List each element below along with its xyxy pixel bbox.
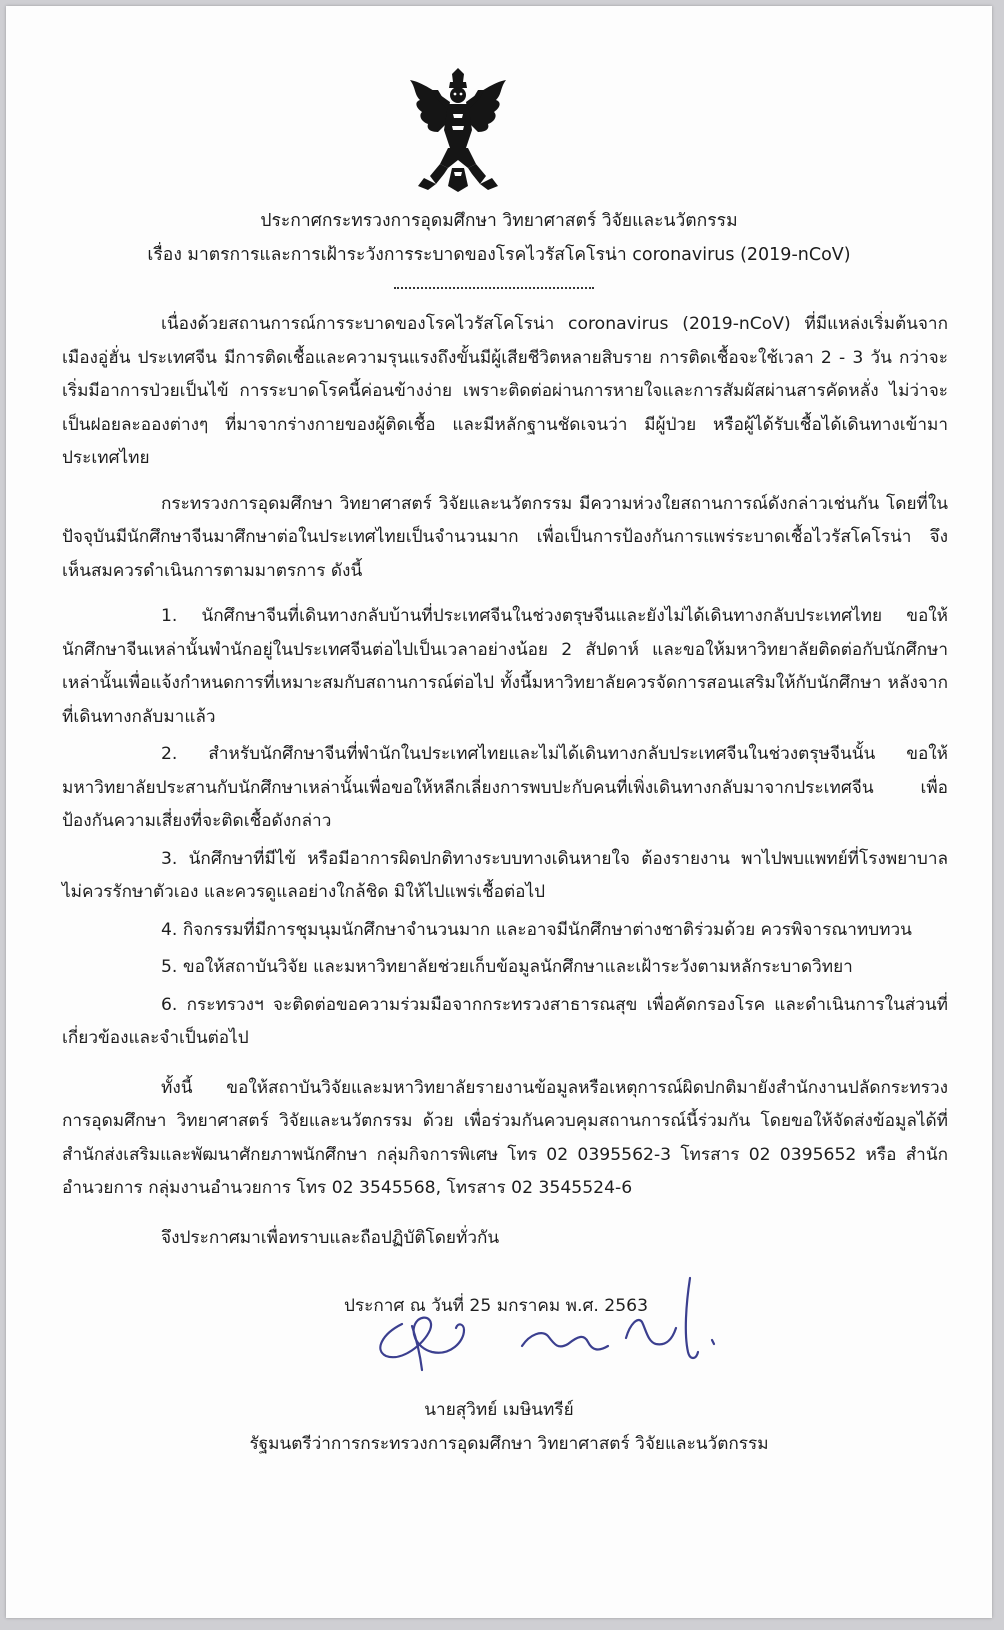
measure-item-4: 4. กิจกรรมที่มีการชุมนุมนักศึกษาจำนวนมาก และอาจมีนักศึกษาต่างชาติร่วมด้วย ควรพิจารณาทบทวน xyxy=(161,919,912,940)
signer-title: รัฐมนตรีว่าการกระทรวงการอุดมศึกษา วิทยาศาสตร์ วิจัยและนวัตกรรม xyxy=(249,1434,769,1454)
measure-item-1: 1. นักศึกษาจีนที่เดินทางกลับบ้านที่ประเทศจีนในช่วงตรุษจีนและยังไม่ได้เดินทางกลับประเทศไทย ขอให้นักศึกษาจีนเหล่านั้นพำนักอยู่ในประเทศจีนต่อไปเป็นเวลาอย่างน้อย 2 สัปดาห์ และขอให้มหาวิทยาลัยติดต่อกับนักศึกษาเหล่านั้นเพื่อแจ้งกำหนดการที่เหมาะสมกับสถานการณ์ต่อไป ทั้งนี้มหาวิทยาลัยควรจัดการสอนเสริมให้กับนักศึกษา หลังจากที่เดินทางกลับมาแล้ว xyxy=(62,606,948,727)
document-page xyxy=(6,6,992,1618)
announcement-body xyxy=(62,308,948,1267)
paragraph-closing: จึงประกาศมาเพื่อทราบและถือปฏิบัติโดยทั่วกัน xyxy=(161,1227,500,1248)
paragraph-situation: เนื่องด้วยสถานการณ์การระบาดของโรคไวรัสโคโรน่า coronavirus (2019-nCoV) ที่มีแหล่งเริ่มต้นจากเมืองอู่ฮั่น ประเทศจีน มีการติดเชื้อและความรุนแรงถึงขั้นมีผู้เสียชีวิตหลายสิบราย การติดเชื้อจะใช้เวลา 2 - 3 วัน กว่าจะเริ่มมีอาการป่วยเป็นไข้ การระบาดโรคนี้ค่อนข้างง่าย เพราะติดต่อผ่านการหายใจและการสัมผัสผ่านสารคัดหลั่ง ไม่ว่าจะเป็นฝอยละอองต่างๆ ที่มาจากร่างกายของผู้ติดเชื้อ และมีหลักฐานชัดเจนว่า มีผู้ป่วย หรือผู้ได้รับเชื้อได้เดินทางเข้ามาประเทศไทย xyxy=(62,314,948,468)
handwritten-signature xyxy=(372,1264,762,1400)
announcement-date: ประกาศ ณ วันที่ 25 มกราคม พ.ศ. 2563 xyxy=(344,1296,649,1316)
garuda-emblem xyxy=(406,68,510,194)
measure-item-5: 5. ขอให้สถาบันวิจัย และมหาวิทยาลัยช่วยเก็บข้อมูลนักศึกษาและเฝ้าระวังตามหลักระบาดวิทยา xyxy=(161,957,853,977)
paragraph-reporting: ทั้งนี้ ขอให้สถาบันวิจัยและมหาวิทยาลัยรายงานข้อมูลหรือเหตุการณ์ผิดปกติมายังสำนักงานปลัดกระทรวงการอุดมศึกษา วิทยาศาสตร์ วิจัยและนวัตกรรม ด้วย เพื่อร่วมกันควบคุมสถานการณ์นี้ร่วมกัน โดยขอให้จัดส่งข้อมูลได้ที่ สำนักส่งเสริมและพัฒนาศักยภาพนักศึกษา กลุ่มกิจการพิเศษ โทร 02 0395562-3 โทรสาร 02 0395652 หรือ สำนักอำนวยการ กลุ่มงานอำนวยการ โทร 02 3545568, โทรสาร 02 3545524-6 xyxy=(62,1077,948,1198)
measure-item-3: 3. นักศึกษาที่มีไข้ หรือมีอาการผิดปกติทางระบบทางเดินหายใจ ต้องรายงาน พาไปพบแพทย์ที่โรงพยาบาล ไม่ควรรักษาตัวเอง และควรดูแลอย่างใกล้ชิด มิให้ไปแพร่เชื้อต่อไป xyxy=(62,848,948,902)
paragraph-ministry-concern: กระทรวงการอุดมศึกษา วิทยาศาสตร์ วิจัยและนวัตกรรม มีความห่วงใยสถานการณ์ดังกล่าวเช่นกัน โดยที่ในปัจจุบันมีนักศึกษาจีนมาศึกษาต่อในประเทศไทยเป็นจำนวนมาก เพื่อเป็นการป้องกันการแพร่ระบาดเชื้อไวรัสโคโรน่า จึงเห็นสมควรดำเนินการตามมาตรการ ดังนี้ xyxy=(62,493,948,581)
dotted-divider xyxy=(394,287,594,289)
measure-item-2: 2. สำหรับนักศึกษาจีนที่พำนักในประเทศไทยและไม่ได้เดินทางกลับประเทศจีนในช่วงตรุษจีนนั้น ขอให้มหาวิทยาลัยประสานกับนักศึกษาเหล่านั้นเพื่อขอให้หลีกเลี่ยงการพบปะกับคนที่เพิ่งเดินทางกลับมาจากประเทศจีน เพื่อป้องกันความเสี่ยงที่จะติดเชื้อดังกล่าว xyxy=(62,744,948,831)
signer-name: นายสุวิทย์ เมษินทรีย์ xyxy=(424,1400,574,1420)
announcement-title: ประกาศกระทรวงการอุดมศึกษา วิทยาศาสตร์ วิจัยและนวัตกรรม xyxy=(260,211,738,231)
announcement-subject: เรื่อง มาตรการและการเฝ้าระวังการระบาดของโรคไวรัสโคโรน่า coronavirus (2019-nCoV) xyxy=(147,245,851,265)
measure-item-6: 6. กระทรวงฯ จะติดต่อขอความร่วมมือจากกระทรวงสาธารณสุข เพื่อคัดกรองโรค และดำเนินการในส่วนที่เกี่ยวข้องและจำเป็นต่อไป xyxy=(62,994,948,1048)
